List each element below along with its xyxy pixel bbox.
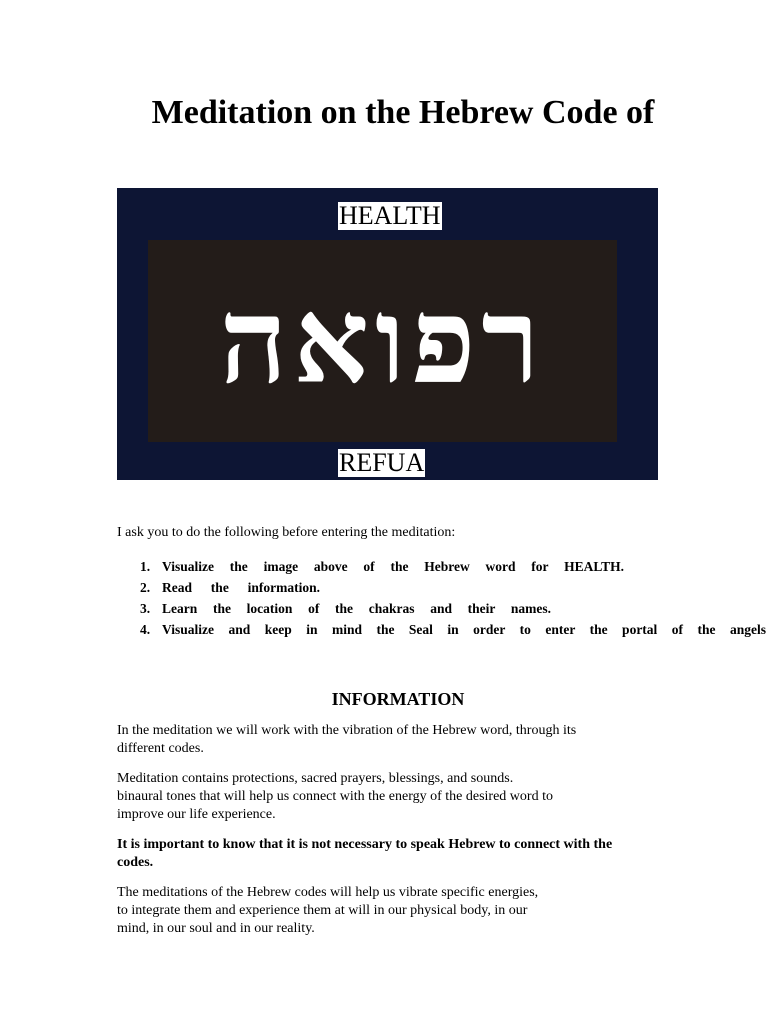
transliteration-label: REFUA [339, 448, 425, 477]
paragraph-line: binaural tones that will help us connect with the energy of the desired word to [117, 789, 553, 804]
important-note [117, 836, 637, 872]
intro-text: I ask you to do the following before entering the meditation: [117, 525, 456, 540]
information-paragraph [117, 770, 637, 824]
paragraph-line: The meditations of the Hebrew codes will help us vibrate specific energies, [117, 885, 539, 900]
health-code-banner [117, 188, 658, 480]
steps-list [140, 556, 766, 640]
step-item [140, 556, 766, 577]
paragraph-line: different codes. [117, 741, 204, 756]
step-text: Visualize the image above of the Hebrew word for HEALTH. [162, 559, 624, 574]
hebrew-word: רפואה [219, 271, 546, 410]
paragraph-line: to integrate them and experience them at will in our physical body, in our [117, 903, 528, 918]
step-number: 4. [140, 622, 151, 637]
step-number: 3. [140, 601, 151, 616]
paragraph-line: In the meditation we will work with the vibration of the Hebrew word, through its [117, 723, 577, 738]
paragraph-line: improve our life experience. [117, 807, 276, 822]
information-paragraph [117, 722, 637, 758]
step-number: 1. [140, 559, 151, 574]
paragraph-line: Meditation contains protections, sacred prayers, blessings, and sounds. [117, 771, 514, 786]
paragraph-line: mind, in our soul and in our reality. [117, 921, 315, 936]
information-paragraph [117, 884, 637, 938]
document-title: Meditation on the Hebrew Code of [151, 94, 655, 131]
paragraph-line: codes. [117, 855, 154, 870]
step-item [140, 577, 766, 598]
step-item [140, 619, 766, 640]
english-word-label: HEALTH [339, 201, 441, 230]
step-text: Visualize and keep in mind the Seal in order to enter the portal of the angels [162, 622, 766, 637]
step-text: Learn the location of the chakras and their names. [162, 601, 551, 616]
step-number: 2. [140, 580, 151, 595]
hebrew-word-panel [148, 240, 617, 442]
step-text: Read the information. [162, 580, 320, 595]
paragraph-line: It is important to know that it is not necessary to speak Hebrew to connect with the [117, 837, 613, 852]
step-item [140, 598, 766, 619]
information-heading: INFORMATION [331, 689, 465, 709]
